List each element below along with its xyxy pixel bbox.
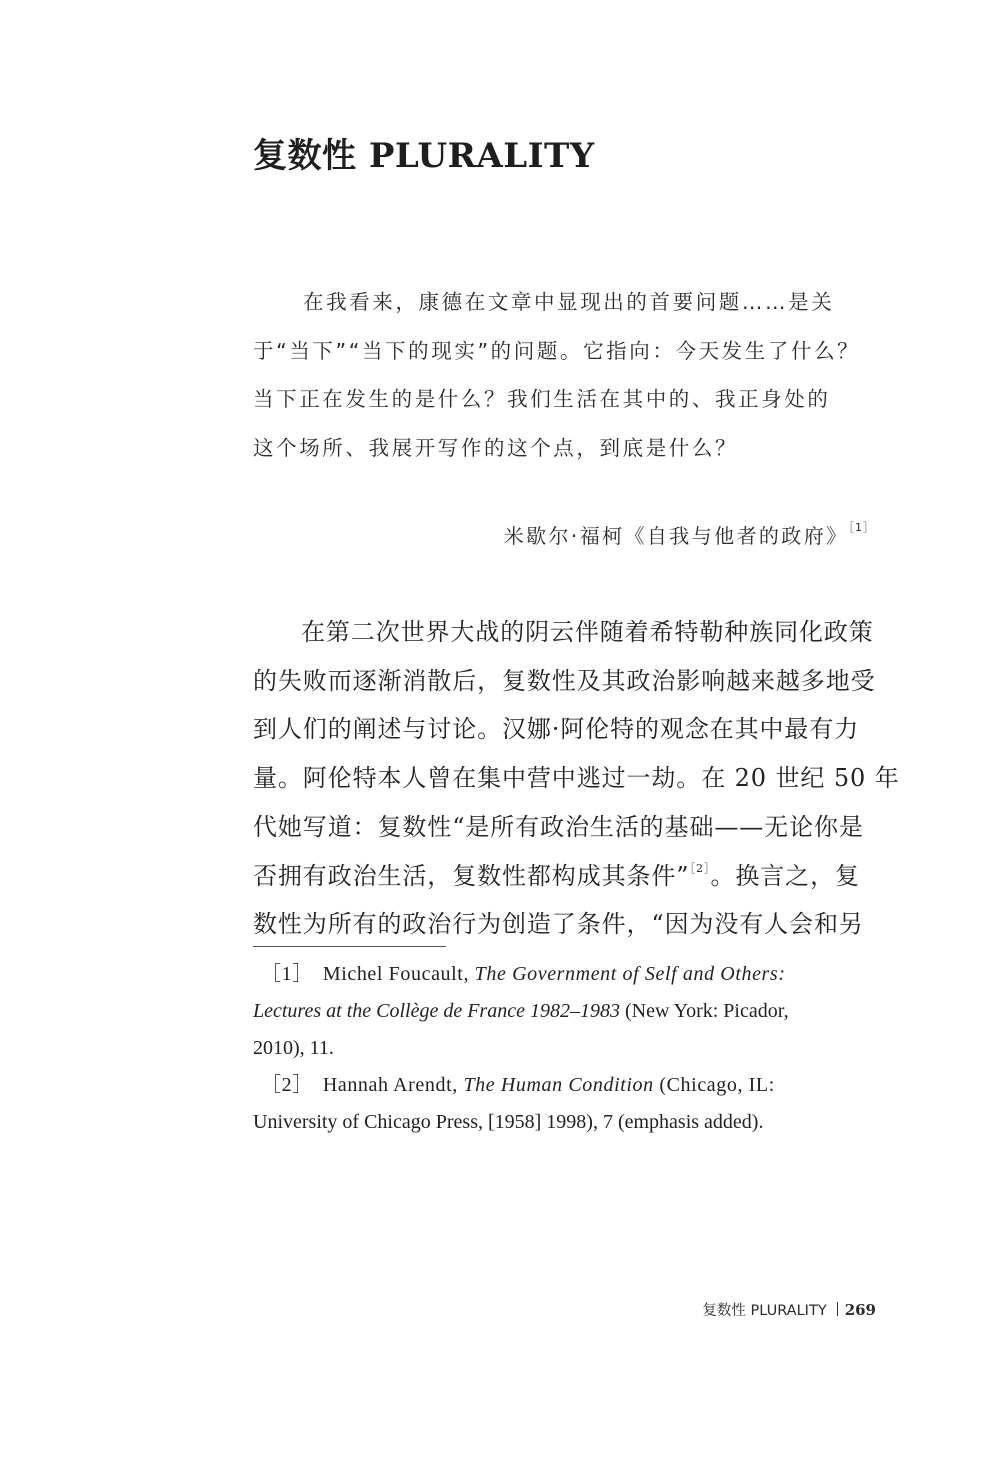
footnote-author: Hannah Arendt, [322, 1074, 458, 1096]
footnote-publisher: (New York: Picador, [624, 1000, 789, 1022]
footnote-author: Michel Foucault, [322, 963, 470, 985]
footnote-title: The Government of Self and Others: [474, 963, 786, 985]
epigraph-line: 当下正在发生的是什么？我们生活在其中的、我正身处的 [253, 387, 831, 411]
epigraph-line: 这个场所、我展开写作的这个点，到底是什么？ [253, 435, 739, 460]
footnote-mark: ［2］ [261, 1074, 313, 1096]
body-line: 数性为所有的政治行为创造了条件，“因为没有人会和另 [253, 910, 864, 939]
epigraph-line: 在我看来，康德在文章中显现出的首要问题……是关 [303, 290, 835, 314]
body-line: 量。阿伦特本人曾在集中营中逃过一劫。在 20 世纪 50 年 [253, 764, 900, 793]
footnote-ref-1[interactable]: ［1］ [848, 521, 875, 534]
footnote-line: 2010), 11. [253, 1037, 334, 1059]
epigraph-line: 于“当下”“当下的现实”的问题。它指向：今天发生了什么？ [253, 338, 861, 363]
footnote-ref-2[interactable]: ［2］ [689, 861, 711, 875]
footnote-title: The Human Condition [463, 1074, 654, 1096]
footnote-mark: ［1］ [261, 963, 313, 985]
body-paragraph [253, 608, 900, 949]
footer-separator [837, 1302, 838, 1316]
body-line-segment: 否拥有政治生活，复数性都构成其条件” [253, 861, 690, 890]
body-line: 代她写道：复数性“是所有政治生活的基础——无论你是 [253, 812, 864, 841]
body-line-segment: 。换言之，复 [710, 861, 860, 890]
footnote-1 [253, 956, 883, 1067]
footnote-line: University of Chicago Press, [1958] 1998), 7 (emphasis added). [253, 1111, 764, 1133]
running-title: 复数性 PLURALITY [702, 1303, 827, 1319]
footnote-line [253, 956, 883, 993]
body-line: 的失败而逐渐消散后，复数性及其政治影响越来越多地受 [253, 666, 876, 695]
running-footer [702, 1296, 876, 1325]
body-line: 到人们的阐述与讨论。汉娜·阿伦特的观念在其中最有力 [253, 715, 860, 744]
epigraph [253, 278, 883, 472]
attribution-text: 米歇尔·福柯《自我与他者的政府》 [503, 524, 849, 548]
footnotes [253, 956, 883, 1141]
body-line [253, 852, 888, 901]
epigraph-attribution [504, 512, 875, 560]
footnote-2 [253, 1067, 883, 1141]
footnote-title: Lectures at the Collège de France 1982–1983 [253, 1000, 620, 1022]
page-number: 269 [844, 1301, 876, 1319]
footnote-line [253, 993, 883, 1030]
body-line: 在第二次世界大战的阴云伴随着希特勒种族同化政策 [301, 618, 874, 646]
footnote-line [253, 1067, 883, 1104]
chapter-title: 复数性 PLURALITY [253, 136, 595, 176]
footnote-divider [253, 946, 446, 947]
footnote-publisher: (Chicago, IL: [659, 1074, 775, 1096]
